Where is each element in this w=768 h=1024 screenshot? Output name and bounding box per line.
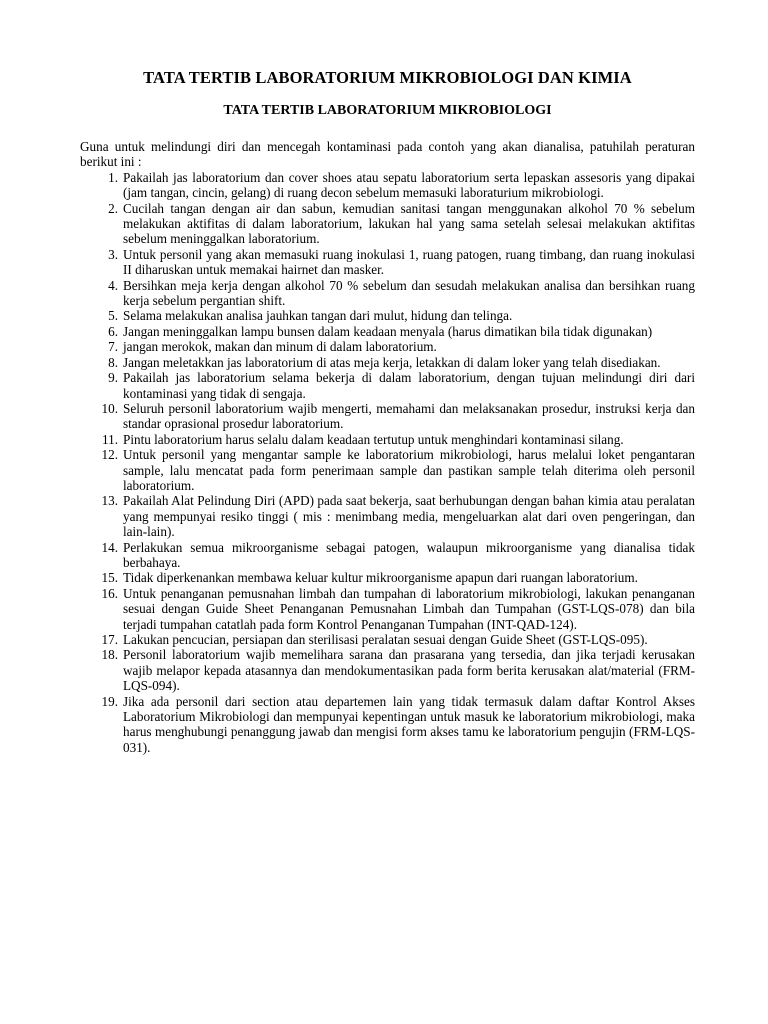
list-item	[80, 586, 695, 632]
list-item	[80, 201, 695, 247]
list-item-text: Pakailah Alat Pelindung Diri (APD) pada saat bekerja, saat berhubungan dengan bahan kimia atau peralatan yang mempunyai resiko tinggi ( mis : menimbang media, mengeluarkan alat dari oven pengeringan, dan lain-lain).	[123, 493, 695, 540]
list-item-number: 9.	[108, 370, 118, 386]
list-item-text: Jika ada personil dari section atau departemen lain yang tidak termasuk dalam daftar Kontrol Akses Laboratorium Mikrobiologi dan mempunyai kepentingan untuk masuk ke laboratorium mikrobiologi, maka harus menghubungi penanggung jawab dan mengisi form akses tamu ke laboratorium pengujin (FRM-LQS-031).	[123, 693, 695, 755]
list-item	[80, 170, 695, 201]
list-item-number: 8.	[108, 354, 118, 370]
list-item-text: Seluruh personil laboratorium wajib mengerti, memahami dan melaksanakan prosedur, instruksi kerja dan standar oprasional prosedur laboratorium.	[123, 400, 695, 432]
list-item-text: Selama melakukan analisa jauhkan tangan dari mulut, hidung dan telinga.	[123, 308, 513, 324]
list-item-number: 17.	[101, 632, 118, 647]
list-item-text: Cucilah tangan dengan air dan sabun, kemudian sanitasi tangan menggunakan alkohol 70 % sebelum melakukan aktifitas di dalam laboratorium, lakukan hal yang sama setelah selesai melakukan aktifitas sebelum meninggalkan laboratorium.	[123, 200, 695, 247]
list-item	[80, 647, 695, 693]
list-item-number: 19.	[101, 693, 118, 709]
list-item-number: 4.	[108, 277, 118, 293]
list-item	[80, 493, 695, 539]
list-item	[80, 632, 695, 647]
intro-paragraph: Guna untuk melindungi diri dan mencegah kontaminasi pada contoh yang akan dianalisa, patuhilah peraturan berikut ini :	[80, 139, 695, 170]
list-item	[80, 401, 695, 432]
list-item-text: Bersihkan meja kerja dengan alkohol 70 % sebelum dan sesudah melakukan analisa dan bersihkan ruang kerja sebelum pergantian shift.	[123, 277, 695, 309]
list-item-text: jangan merokok, makan dan minum di dalam laboratorium.	[123, 339, 437, 355]
document-title: TATA TERTIB LABORATORIUM MIKROBIOLOGI DAN KIMIA	[143, 68, 632, 87]
list-item	[80, 339, 695, 354]
list-item-number: 3.	[108, 246, 118, 262]
document-subtitle: TATA TERTIB LABORATORIUM MIKROBIOLOGI	[223, 103, 552, 118]
list-item-text: Untuk penanganan pemusnahan limbah dan tumpahan di laboratorium mikrobiologi, lakukan penanganan sesuai dengan Guide Sheet Penanganan Pemusnahan Limbah dan Tumpahan (GST-LQS-078) dan bila terjadi tumpahan catatlah pada form Kontrol Penanganan Tumpahan (INT-QAD-124).	[123, 585, 695, 632]
list-item-text: Untuk personil yang akan memasuki ruang inokulasi 1, ruang patogen, ruang timbang, dan ruang inokulasi II diharuskan untuk memakai hairnet dan masker.	[123, 246, 695, 278]
list-item-number: 13.	[101, 493, 118, 509]
list-item-number: 15.	[101, 570, 118, 586]
list-item-text: Untuk personil yang mengantar sample ke laboratorium mikrobiologi, harus melalui loket pengantaran sample, lalu mencatat pada form penerimaan sample dan pastikan sample telah diterima oleh personil laboratorium.	[123, 447, 695, 493]
list-item	[80, 308, 695, 323]
list-item	[80, 370, 695, 401]
list-item-text: Perlakukan semua mikroorganisme sebagai patogen, walaupun mikroorganisme yang dianalisa tidak berbahaya.	[123, 539, 695, 570]
list-item	[80, 540, 695, 571]
list-item-number: 6.	[108, 323, 118, 339]
list-item	[80, 447, 695, 493]
rules-list	[80, 170, 695, 755]
list-item-number: 10.	[101, 400, 118, 416]
list-item-number: 1.	[108, 169, 118, 185]
list-item-text: Pakailah jas laboratorium dan cover shoes atau sepatu laboratorium serta lepaskan assesoris yang dipakai (jam tangan, cincin, gelang) di ruang decon sebelum memasuki laboraturium mikrobiologi.	[123, 169, 695, 201]
list-item-text: Jangan meletakkan jas laboratorium di atas meja kerja, letakkan di dalam loker yang telah disediakan.	[123, 354, 661, 370]
list-item-number: 16.	[101, 585, 118, 601]
list-item	[80, 355, 695, 370]
list-item	[80, 324, 695, 339]
list-item	[80, 432, 695, 447]
list-item	[80, 247, 695, 278]
list-item-number: 18.	[101, 647, 118, 663]
list-item-number: 11.	[102, 431, 118, 447]
list-item-number: 14.	[101, 539, 118, 555]
list-item-text: Jangan meninggalkan lampu bunsen dalam keadaan menyala (harus dimatikan bila tidak digunakan)	[123, 323, 653, 339]
list-item-number: 2.	[108, 200, 118, 216]
list-item-text: Tidak diperkenankan membawa keluar kultur mikroorganisme apapun dari ruangan laboratorium.	[123, 570, 638, 586]
list-item-text: Lakukan pencucian, persiapan dan sterilisasi peralatan sesuai dengan Guide Sheet (GST-LQS-095).	[123, 632, 648, 647]
list-item	[80, 694, 695, 756]
list-item-number: 5.	[108, 308, 118, 324]
list-item-text: Pintu laboratorium harus selalu dalam keadaan tertutup untuk menghindari kontaminasi silang.	[123, 431, 624, 447]
list-item-text: Pakailah jas laboratorium selama bekerja di dalam laboratorium, dengan tujuan melindungi diri dari kontaminasi yang tidak di sengaja.	[123, 370, 695, 401]
list-item-number: 12.	[101, 447, 118, 463]
list-item	[80, 278, 695, 309]
list-item-text: Personil laboratorium wajib memelihara sarana dan prasarana yang tersedia, dan jika terjadi kerusakan wajib melapor kepada atasannya dan mendokumentasikan pada form berita kerusakan alat/material (FRM-LQS-094).	[123, 647, 695, 694]
list-item	[80, 570, 695, 585]
list-item-number: 7.	[108, 339, 118, 355]
